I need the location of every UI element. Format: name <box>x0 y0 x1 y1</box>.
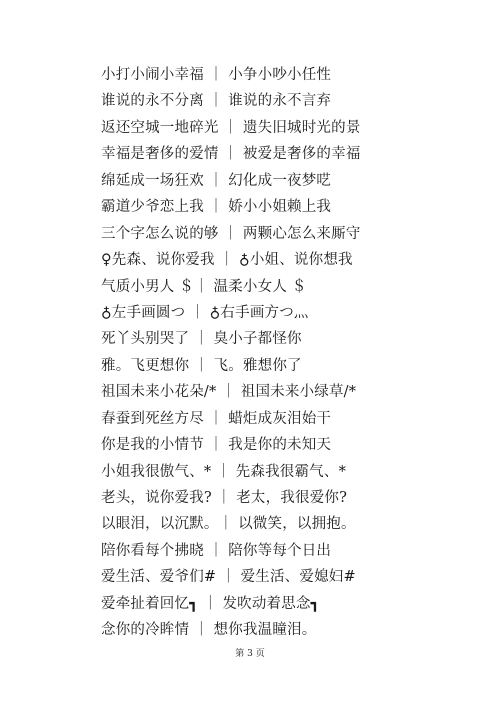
text-line: 陪你看每个拂晓 ｜ 陪你等每个日出 <box>101 542 332 559</box>
text-line: 老头，说你爱我? ｜ 老太，我很爱你? <box>101 490 348 506</box>
text-line: 小打小闹小幸福 ｜ 小争小吵小任性 <box>101 67 332 83</box>
text-line: 幸福是奢侈的爱情 ｜ 被爱是奢侈的幸福 <box>101 146 361 163</box>
text-line: 爱牵扯着回忆┓ ｜ 发吹动着思念┓ <box>101 595 320 612</box>
text-line: 气质小男人 ＄｜ 温柔小女人 ＄ <box>101 278 307 295</box>
text-line: 绵延成一场狂欢 ｜ 幻化成一夜梦呓 <box>101 172 332 189</box>
text-line: 返还空城一地碎光 ｜ 遗失旧城时光的景 <box>101 119 361 136</box>
text-line: 念你的冷眸情 ｜ 想你我温瞳泪。 <box>101 622 317 639</box>
text-line: ♀先森、说你爱我 ｜ ♁小姐、说你想我 <box>101 252 353 269</box>
text-line: 爱生活、爱爷们# ｜ 爱生活、爱媳妇# <box>101 569 356 586</box>
text-line: 谁说的永不分离 ｜ 谁说的永不言弃 <box>101 93 332 110</box>
text-line: 小姐我很傲气、* ｜ 先森我很霸气、* <box>101 463 347 480</box>
text-line: 以眼泪，以沉默。｜ 以微笑，以拥抱。 <box>101 516 356 533</box>
text-line: 你是我的小情节 ｜ 我是你的未知天 <box>101 437 332 454</box>
text-line: 三个字怎么说的够 ｜ 两颗心怎么来厮守 <box>101 225 361 242</box>
text-line: 霸道少爷恋上我 ｜ 娇小小姐赖上我 <box>101 199 332 216</box>
text-line: 死丫头别哭了 ｜ 臭小子都怪你 <box>101 331 302 348</box>
text-lines <box>101 62 461 644</box>
text-line: ♁左手画圆つ ｜ ♁右手画方つ灬 <box>101 304 309 321</box>
text-line: 春蚕到死丝方尽 ｜ 蜡炬成灰泪始干 <box>101 410 332 427</box>
page-number: 第 3 页 <box>235 649 265 659</box>
text-line: 祖国未来小花朵/* ｜ 祖国未来小绿草/* <box>101 384 357 401</box>
text-line: 雅。飞更想你 ｜ 飞。雅想你了 <box>101 357 302 374</box>
